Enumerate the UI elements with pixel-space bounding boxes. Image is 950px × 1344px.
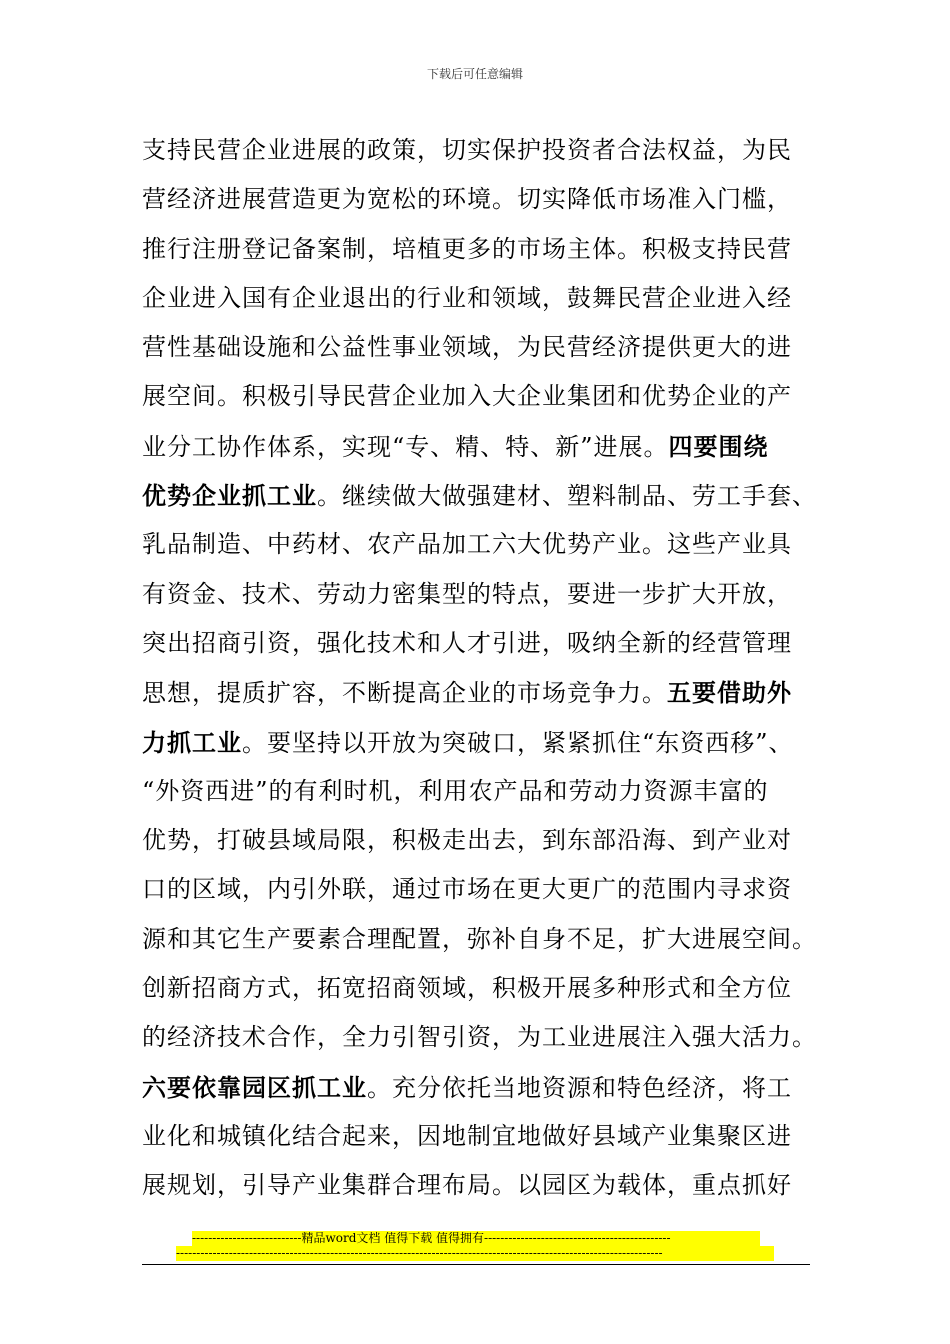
text-run: 营经济进展营造更为宽松的环境。切实降低市场准入门槛，	[142, 185, 792, 214]
text-run: “外资西进”的有利时机，利用农产品和劳动力资源丰富的	[142, 776, 769, 805]
text-line	[142, 570, 832, 619]
text-line	[142, 767, 832, 816]
text-line	[142, 1013, 832, 1062]
text-line	[142, 422, 832, 471]
text-line	[142, 619, 832, 668]
bold-heading: 四要围绕	[668, 431, 769, 461]
text-run: 展规划，引导产业集群合理布局。以园区为载体，重点抓好	[142, 1171, 792, 1200]
text-line	[142, 1161, 832, 1210]
footer-dash-line: ------------------------------------------------------------------------------------------------------------------------	[176, 1246, 774, 1261]
text-run: 优势，打破县域局限，积极走出去，到东部沿海、到产业对	[142, 826, 792, 855]
text-line	[142, 225, 832, 274]
text-run: 创新招商方式，拓宽招商领域，积极开展多种形式和全方位	[142, 974, 792, 1003]
text-line	[142, 1063, 832, 1112]
text-run: 乳品制造、中药材、农产品加工六大优势产业。这些产业具	[142, 530, 792, 559]
bold-heading: 六要依靠园区抓工业	[142, 1072, 367, 1102]
text-line	[142, 915, 832, 964]
text-run: 思想，提质扩容，不断提高企业的市场竞争力。	[142, 679, 667, 708]
footer-promo-line: ---------------------------精品word文档 值得下载 值得拥有----------------------------------------------	[192, 1231, 760, 1246]
text-line	[142, 372, 832, 421]
text-run: 业分工协作体系，实现“专、精、特、新”进展。	[142, 432, 669, 461]
text-line	[142, 175, 832, 224]
text-run: 营性基础设施和公益性事业领域，为民营经济提供更大的进	[142, 333, 792, 362]
text-run: 。继续做大做强建材、塑料制品、劳工手套、	[317, 482, 817, 511]
text-run: 企业进入国有企业退出的行业和领域，鼓舞民营企业进入经	[142, 283, 792, 312]
text-line	[142, 471, 832, 520]
text-run: 。充分依托当地资源和特色经济，将工	[367, 1073, 792, 1102]
text-line	[142, 816, 832, 865]
text-run: 口的区域，内引外联，通过市场在更大更广的范围内寻求资	[142, 875, 792, 904]
text-run: 展空间。积极引导民营企业加入大企业集团和优势企业的产	[142, 382, 792, 411]
page-header: 下载后可任意编辑	[426, 67, 523, 81]
text-run: 业化和城镇化结合起来，因地制宜地做好县域产业集聚区进	[142, 1121, 792, 1150]
bold-heading: 力抓工业	[142, 727, 242, 757]
text-line	[142, 323, 832, 372]
text-run: 源和其它生产要素合理配置，弥补自身不足，扩大进展空间。	[142, 924, 817, 953]
text-line	[142, 520, 832, 569]
text-line	[142, 964, 832, 1013]
bold-heading: 五要借助外	[667, 678, 792, 708]
text-run: 的经济技术合作，全力引智引资，为工业进展注入强大活力。	[142, 1023, 817, 1052]
text-run: 。要坚持以开放为突破口，紧紧抓住“东资西移”、	[242, 728, 794, 757]
text-line	[142, 668, 832, 717]
text-line	[142, 1112, 832, 1161]
footer-rule	[142, 1264, 810, 1265]
text-line	[142, 718, 832, 767]
text-run: 支持民营企业进展的政策，切实保护投资者合法权益，为民	[142, 136, 792, 164]
text-line	[142, 274, 832, 323]
text-line	[142, 126, 832, 175]
text-run: 突出招商引资，强化技术和人才引进，吸纳全新的经营管理	[142, 628, 792, 657]
text-run: 有资金、技术、劳动力密集型的特点，要进一步扩大开放，	[142, 579, 792, 608]
text-run: 推行注册登记备案制，培植更多的市场主体。积极支持民营	[142, 234, 792, 263]
bold-heading: 优势企业抓工业	[142, 481, 317, 511]
document-body	[142, 126, 832, 1211]
text-line	[142, 865, 832, 914]
